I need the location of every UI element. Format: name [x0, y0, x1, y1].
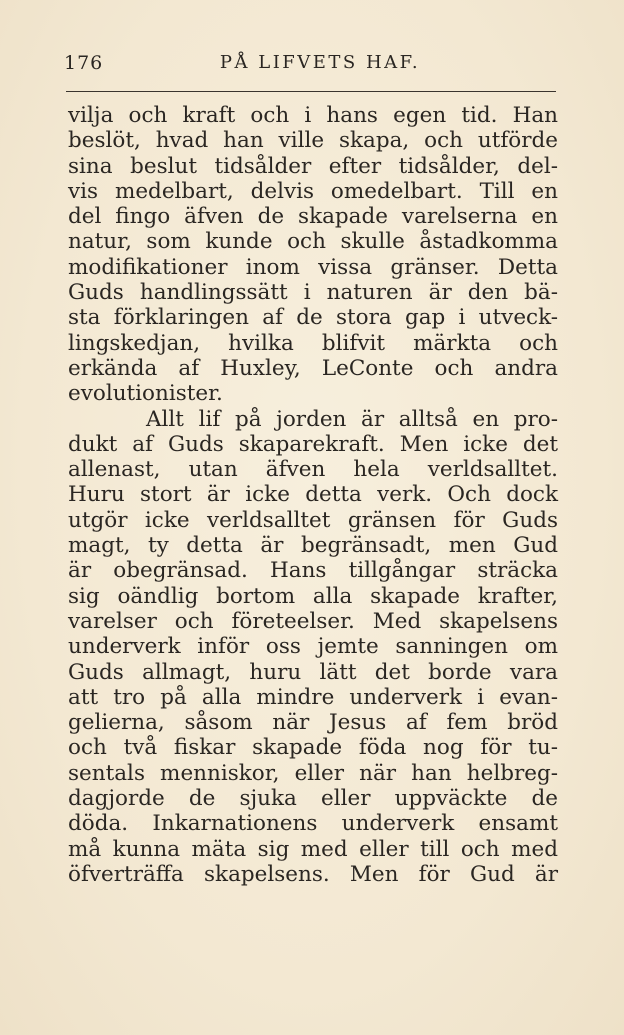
text-line: lingskedjan, hvilka blifvit märkta och [68, 330, 558, 356]
text-line: dukt af Guds skaparekraft. Men icke det [68, 431, 558, 457]
text-line: natur, som kunde och skulle åstadkomma [68, 229, 558, 255]
text-line: sentals menniskor, eller när han helbreg- [68, 760, 558, 786]
text-line: modifikationer inom vissa gränser. Detta [68, 254, 558, 280]
page-number: 176 [64, 52, 104, 74]
text-line: evolutionister. [68, 381, 223, 407]
text-line: Guds handlingssätt i naturen är den bä- [68, 280, 558, 306]
text-line: sta förklaringen af de stora gap i utveck- [68, 305, 558, 331]
text-line: allenast, utan äfven hela verldsalltet. [68, 457, 558, 483]
text-line: vilja och kraft och i hans egen tid. Han [68, 103, 558, 128]
text-line: är obegränsad. Hans tillgångar sträcka [68, 558, 558, 584]
page-header [64, 52, 556, 78]
text-line: Huru stort är icke detta verk. Och dock [68, 482, 558, 508]
text-line: magt, ty detta är begränsadt, men Gud [68, 533, 558, 559]
text-line: må kunna mäta sig med eller till och med [68, 836, 558, 862]
text-line: utgör icke verldsalltet gränsen för Guds [68, 507, 558, 533]
text-line: gelierna, såsom när Jesus af fem bröd [68, 710, 558, 736]
text-line: erkända af Huxley, LeConte och andra [68, 355, 558, 381]
text-line: Guds allmagt, huru lätt det borde vara [68, 659, 558, 685]
text-line: döda. Inkarnationens underverk ensamt [68, 811, 558, 837]
text-line: Allt lif på jorden är alltså en pro- [146, 406, 558, 432]
text-line: och två fiskar skapade föda nog för tu- [68, 735, 558, 761]
text-line: dagjorde de sjuka eller uppväckte de [68, 786, 558, 812]
text-line: del fingo äfven de skapade varelserna en [68, 204, 558, 230]
text-line: att tro på alla mindre underverk i evan- [68, 684, 558, 710]
text-line: öfverträffa skapelsens. Men för Gud är [68, 861, 558, 887]
text-line: varelser och företeelser. Med skapelsens [68, 608, 558, 634]
text-line: sina beslut tidsålder efter tidsålder, del- [68, 153, 558, 179]
running-title: PÅ LIFVETS HAF. [219, 52, 421, 73]
text-line: underverk inför oss jemte sanningen om [68, 634, 558, 660]
text-line: beslöt, hvad han ville skapa, och utförde [68, 128, 558, 154]
header-rule [66, 91, 556, 92]
text-line: vis medelbart, delvis omedelbart. Till en [68, 178, 558, 204]
body-text [68, 103, 558, 887]
text-line: sig oändlig bortom alla skapade krafter, [68, 583, 558, 609]
